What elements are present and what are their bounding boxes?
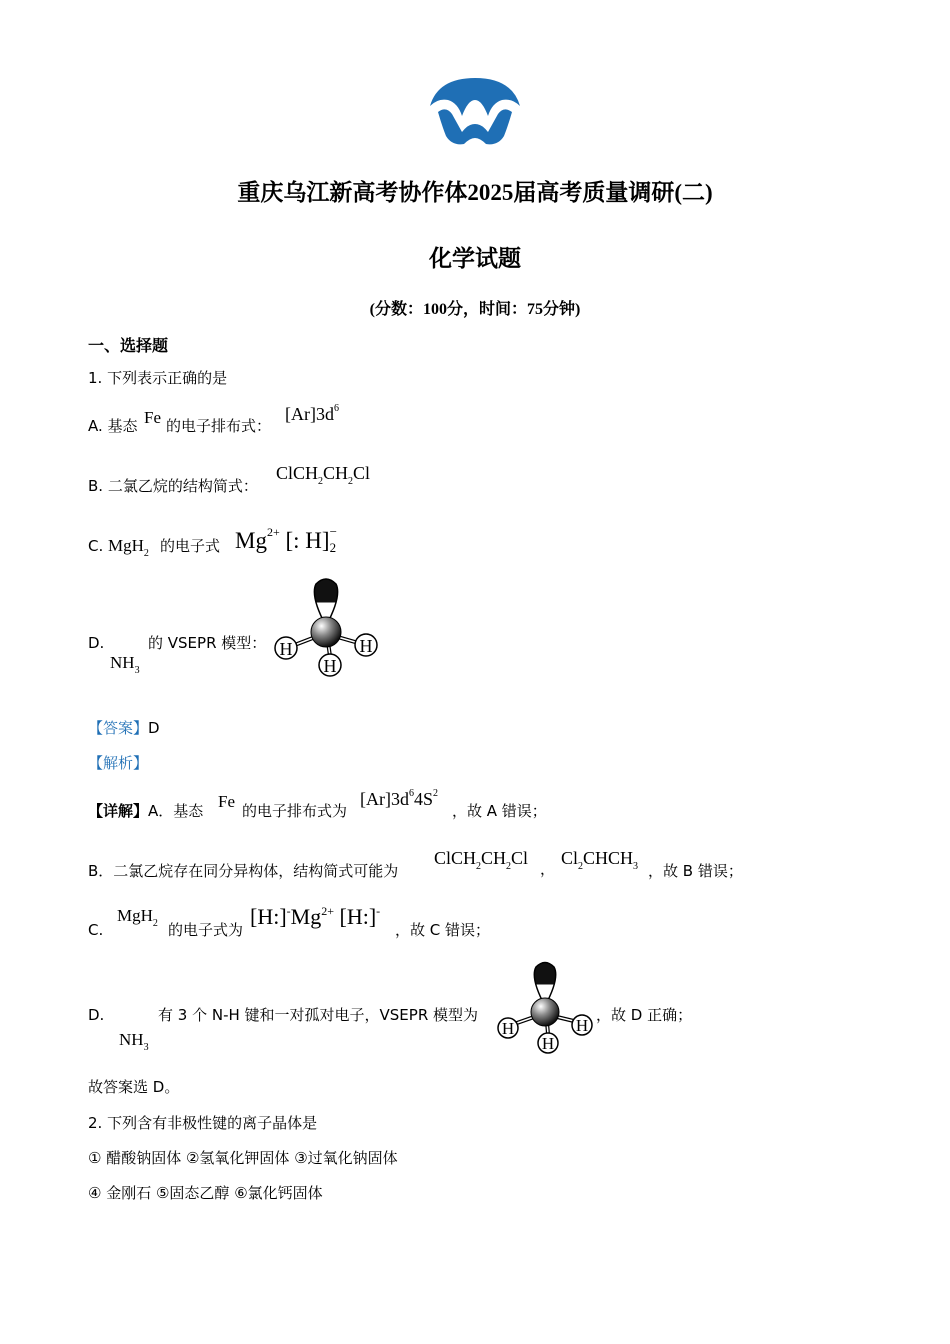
detail-b-formula-1: $ClCH_2CH_2Cl$ [434,848,529,872]
q1-option-c-label: C. [88,537,104,555]
q1-option-a-label: A. 基态 [88,417,138,435]
q1-d-nh3: $NH_3$ [110,653,140,676]
vsepr-model-icon [270,576,382,680]
subject-title: 化学试题 [429,246,521,271]
page-title: 重庆乌江新高考协作体2025届高考质量调研(二) [237,180,713,205]
q1-option-d-text: 的 VSEPR 模型： [148,634,267,652]
analysis-label: 【解析】 [88,754,149,772]
svg-text:H: H [501,1019,515,1038]
svg-text:H: H [279,639,293,659]
q1-b-formula: $ClCH_2CH_2Cl$ [276,463,371,487]
detail-d-text: 有 3 个 N-H 键和一对孤对电子，VSEPR 模型为 [158,1006,479,1024]
q1-a-fe: Fe [144,408,161,427]
q1-a-formula: $[Ar]3d^6$ [285,403,339,424]
detail-c-formula: $[H:]^-Mg^{2+}$ [H:]- [250,904,381,929]
svg-text:H: H [575,1016,589,1035]
answer-value: D [148,719,160,737]
q1-option-b-label: B. 二氯乙烷的结构简式： [88,477,258,495]
detail-conclusion: 故答案选 D。 [88,1078,180,1096]
detail-b-formula-2: $Cl_2CHCH_3$ [561,848,639,872]
detail-a-text: 的电子排布式为 [242,802,348,820]
q1-option-a-text: 的电子排布式： [166,417,272,435]
detail-d-end: ，故 D 正确； [596,1006,693,1024]
q1-option-d-label: D. [88,634,105,652]
svg-text:H: H [359,636,373,656]
detail-a-line: 【详解】A．基态 [88,802,204,820]
q2-options-1: ① 醋酸钠固体 ②氢氧化钾固体 ③过氧化钠固体 [88,1149,398,1167]
detail-a-fe: Fe [218,792,235,811]
vsepr-model-icon-2 [492,960,598,1056]
q1-c-mgh2: MgH$_2$ [108,536,149,559]
detail-d-label: D. [88,1006,105,1024]
detail-a-formula: $[Ar]3d^64S^2$ [360,788,438,809]
q2-options-2: ④ 金刚石 ⑤固态乙醇 ⑥氯化钙固体 [88,1184,323,1202]
logo-icon [428,76,522,146]
q1-option-c-text: 的电子式 [160,537,221,555]
svg-text:H: H [323,656,337,676]
detail-c-text: 的电子式为 [168,921,244,939]
section-title: 一、选择题 [88,336,169,355]
q2-stem: 2. 下列含有非极性键的离子晶体是 [88,1114,318,1132]
detail-b-sep: ， [540,860,556,878]
answer-line [88,719,160,737]
detail-b-text: B．二氯乙烷存在同分异构体，结构简式可能为 [88,862,399,880]
detail-b-end: ，故 B 错误； [648,862,743,880]
detail-d-nh3: $NH_3$ [119,1030,149,1053]
detail-c-mgh2: MgH$_2$ [117,906,158,929]
exam-meta: (分数：100分，时间：75分钟) [369,301,581,318]
q1-stem: 1. 下列表示正确的是 [88,369,228,387]
svg-text:H: H [541,1034,555,1053]
detail-c-label: C. [88,921,104,939]
answer-label: 【答案】 [88,719,149,737]
detail-a-end: ，故 A 错误； [452,802,547,820]
q1-c-formula: $Mg^{2+}$ [: H] − 2 [235,524,337,555]
detail-c-end: ，故 C 错误； [395,921,491,939]
